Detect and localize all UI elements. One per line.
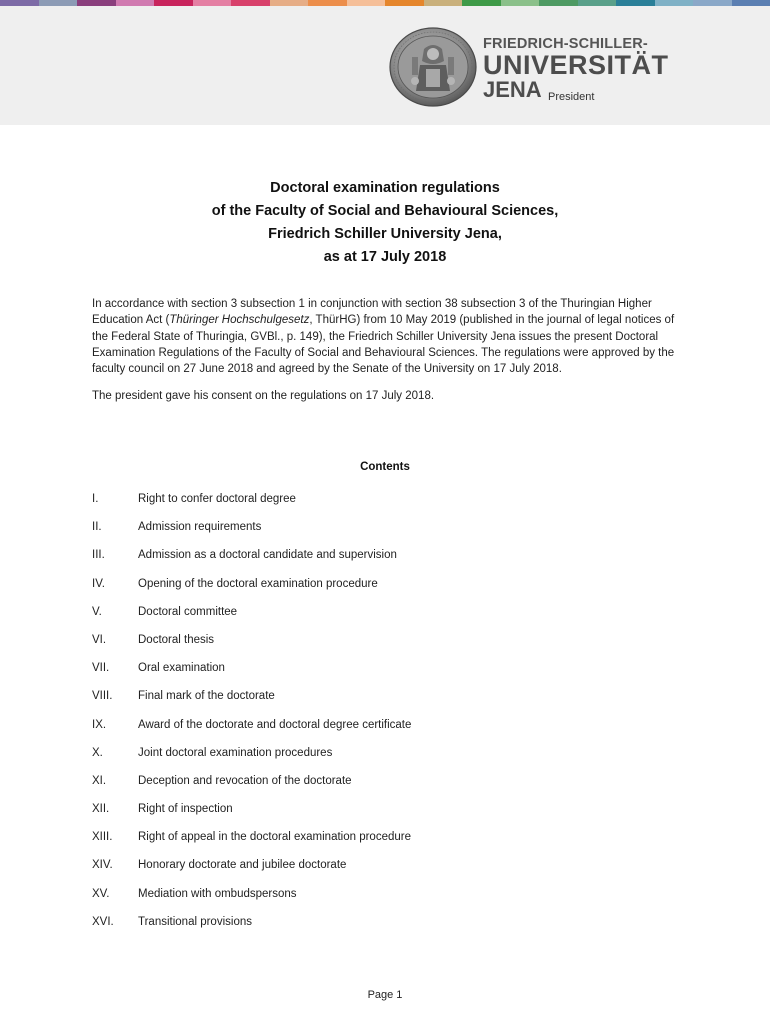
toc-item-label: Transitional provisions — [138, 915, 252, 928]
toc-item-label: Right of appeal in the doctoral examination procedure — [138, 831, 411, 844]
document-title — [0, 177, 770, 269]
toc-item-label: Honorary doctorate and jubilee doctorate — [138, 859, 347, 872]
toc-item — [92, 916, 652, 944]
toc-item-number: XIV. — [92, 859, 113, 872]
toc-item-number: VII. — [92, 662, 110, 675]
toc-item-number: XVI. — [92, 915, 114, 928]
toc-item-number: IX. — [92, 718, 107, 731]
university-logo — [483, 36, 669, 101]
intro-text — [92, 296, 682, 416]
toc-item — [92, 634, 652, 662]
toc-item-number: XII. — [92, 803, 110, 816]
title-line-3: Friedrich Schiller University Jena, — [268, 226, 502, 242]
toc-item-number: XV. — [92, 887, 110, 900]
university-seal-icon — [388, 27, 478, 107]
logo-subtitle: President — [548, 91, 595, 103]
toc-item-label: Mediation with ombudspersons — [138, 887, 297, 900]
page-number: Page 1 — [367, 989, 403, 1001]
toc-item-number: VI. — [92, 633, 107, 646]
title-line-1: Doctoral examination regulations — [270, 180, 500, 196]
toc-item-label: Deception and revocation of the doctorate — [138, 774, 352, 787]
toc-item — [92, 888, 652, 916]
toc-item — [92, 747, 652, 775]
toc-item-label: Admission as a doctoral candidate and supervision — [138, 549, 397, 562]
toc-item — [92, 578, 652, 606]
toc-item-label: Opening of the doctoral examination procedure — [138, 577, 378, 590]
toc-item-number: III. — [92, 549, 105, 562]
intro-p1-part-2: , ThürHG) from 10 May 2019 (published in the journal of legal notices of the Federal State of Thuringia, GVBl., p. 149), the Friedrich Schiller University Jena issues the present Doctoral Examination Regulations of the Faculty of Social and Behavioural Sciences. The regulations were approved by the faculty council on 27 June 2018 and agreed by the Senate of the University on 17 July 2018. — [92, 314, 675, 376]
intro-paragraph-1 — [92, 296, 682, 377]
toc-item-number: VIII. — [92, 690, 113, 703]
toc-item-number: XI. — [92, 774, 107, 787]
title-line-2: of the Faculty of Social and Behavioural Sciences, — [211, 203, 559, 219]
toc-item — [92, 521, 652, 549]
logo-jena: JENA — [483, 77, 542, 102]
toc-item-number: I. — [92, 493, 99, 505]
toc-item — [92, 803, 652, 831]
table-of-contents — [92, 493, 652, 944]
intro-paragraph-2: The president gave his consent on the regulations on 17 July 2018. — [92, 390, 435, 403]
toc-item-label: Joint doctoral examination procedures — [138, 746, 333, 759]
toc-item — [92, 831, 652, 859]
toc-item-label: Doctoral thesis — [138, 633, 215, 646]
toc-item-label: Oral examination — [138, 662, 225, 675]
toc-item-label: Admission requirements — [138, 521, 262, 534]
toc-item — [92, 719, 652, 747]
toc-item-number: II. — [92, 521, 102, 534]
toc-item-number: IV. — [92, 577, 106, 590]
intro-p1-italic: Thüringer Hochschulgesetz — [169, 314, 310, 327]
logo-line-2: UNIVERSITÄT — [483, 50, 669, 80]
logo-line-3 — [483, 79, 669, 101]
toc-item — [92, 606, 652, 634]
toc-item — [92, 859, 652, 887]
toc-item-number: V. — [92, 605, 102, 618]
toc-item-label: Doctoral committee — [138, 605, 238, 618]
toc-item — [92, 775, 652, 803]
toc-item-number: XIII. — [92, 831, 113, 844]
contents-heading: Contents — [360, 461, 410, 473]
toc-item-label: Right to confer doctoral degree — [138, 493, 296, 505]
toc-item-label: Right of inspection — [138, 803, 233, 816]
title-line-4: as at 17 July 2018 — [323, 249, 447, 265]
toc-item — [92, 690, 652, 718]
toc-item — [92, 549, 652, 577]
toc-item-label: Award of the doctorate and doctoral degree certificate — [138, 718, 412, 731]
toc-item — [92, 662, 652, 690]
toc-item — [92, 493, 652, 521]
toc-item-number: X. — [92, 746, 103, 759]
toc-item-label: Final mark of the doctorate — [138, 690, 275, 703]
logo-line-1: FRIEDRICH-SCHILLER- — [483, 36, 648, 52]
intro-p1-part-1: In accordance with section 3 subsection 1 in conjunction with section 38 subsection 3 of the Thuringian Higher Education Act ( — [92, 298, 652, 327]
